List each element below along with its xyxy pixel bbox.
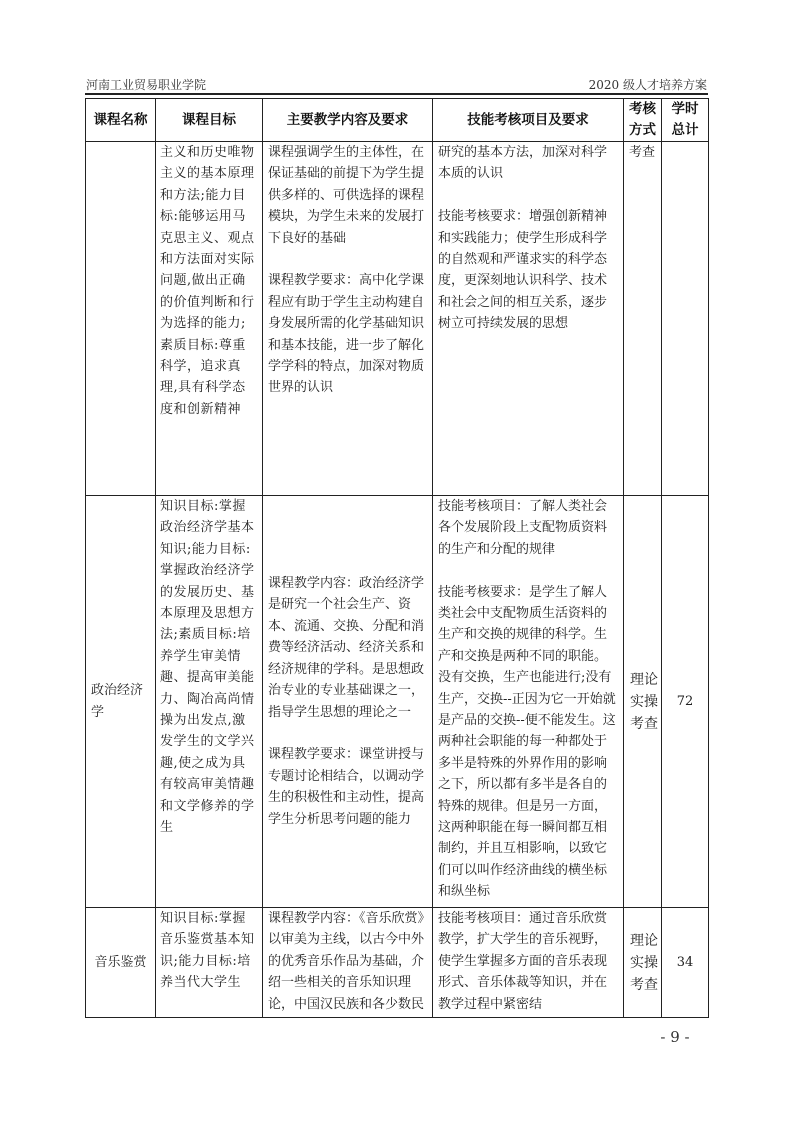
teaching-content-p2: 课程教学要求：课堂讲授与专题讨论相结合，以调动学生的积极性和主动性，提高学生分析思考问题的能力 <box>268 747 425 827</box>
teaching-content-p1: 课程教学内容：《音乐欣赏》以审美为主线，以古今中外的优秀音乐作品为基础，介绍一些相关的音乐知识理论，中国汉民族和各少数民 <box>268 911 425 1012</box>
course-name: 音乐鉴赏 <box>94 954 147 970</box>
course-goals-cell <box>156 142 263 496</box>
hours-header-line2: 总计 <box>671 122 699 138</box>
assessment-cell <box>624 496 662 908</box>
course-goals-cell <box>156 496 263 908</box>
teaching-content-cell <box>263 496 433 908</box>
course-goals-cell <box>156 908 263 1018</box>
column-header-total-hours <box>662 99 709 142</box>
skills-p2: 技能考核要求：是学生了解人类社会中支配物质生活资料的生产和交换的规律的科学。生产和交换是两种不同的职能。没有交换，生产也能进行;没有生产，交换--正因为它一开始就是产品的交换--便不能发生。这两种社会职能的每一种都处于多半是特殊的外界作用的影响之下，所以都有多半是各自的特殊的规律。但是另一方面，这两种职能在每一瞬间都互相制约，并且互相影响，以致它们可以叫作经济曲线的横坐标和纵坐标 <box>438 584 616 900</box>
column-header-assessment-method <box>624 99 662 142</box>
skills-cell <box>433 908 624 1018</box>
teaching-content-p2: 课程教学要求：高中化学课程应有助于学生主动构建自身发展所需的化学基础知识和基本技能，进一步了解化学学科的特点，加深对物质世界的认识 <box>268 273 425 396</box>
skills-cell <box>433 496 624 908</box>
teaching-content-cell <box>263 908 433 1018</box>
hours-cell <box>662 908 709 1018</box>
skills-p1: 研究的基本方法，加深对科学本质的认识 <box>438 145 608 182</box>
course-goals: 知识目标:掌握政治经济学基本知识;能力目标:掌握政治经济学的发展历史、基本原理及思想方法;素质目标:培养学生审美情趣、提高审美能力、陶冶高尚情操为出发点,激发学生的文学兴趣,使之成为具有较高审美情趣和文学修养的学生 <box>160 499 255 836</box>
page-number: - 9 - <box>660 1028 690 1046</box>
table-header-row <box>86 99 709 142</box>
header-rule <box>85 93 708 95</box>
assessment-cell <box>624 142 662 496</box>
assessment-method: 理论实操考查 <box>630 932 658 993</box>
assessment-header-line2: 方式 <box>629 122 656 138</box>
course-name-cell <box>86 496 156 908</box>
header-document-title: 2020 级人才培养方案 <box>588 78 707 92</box>
course-name-cell <box>86 142 156 496</box>
skills-p2: 技能考核要求：增强创新精神和实践能力；使学生形成科学的自然观和严谨求实的科学态度，更深刻地认识科学、技术和社会之间的相互关系，逐步树立可持续发展的思想 <box>438 209 608 332</box>
column-header-skills-assessment: 技能考核项目及要求 <box>433 99 624 142</box>
hours-cell <box>662 142 709 496</box>
assessment-method: 考查 <box>629 145 656 160</box>
header-institution: 河南工业贸易职业学院 <box>86 78 207 92</box>
curriculum-table <box>85 98 709 1018</box>
teaching-content-p1: 课程强调学生的主体性，在保证基础的前提下为学生提供多样的、可供选择的课程模块，为学生未来的发展打下良好的基础 <box>268 145 425 246</box>
column-header-course-goals: 课程目标 <box>156 99 263 142</box>
skills-p1: 技能考核项目：了解人类社会各个发展阶段上支配物质资料的生产和分配的规律 <box>438 499 608 557</box>
table-row <box>86 142 709 496</box>
column-header-course-name: 课程名称 <box>86 99 156 142</box>
table-row <box>86 496 709 908</box>
course-goals: 知识目标:掌握音乐鉴赏基本知识;能力目标:培养当代大学生 <box>160 911 255 991</box>
total-hours: 72 <box>676 693 694 709</box>
teaching-content-p1: 课程教学内容：政治经济学是研究一个社会生产、资本、流通、交换、分配和消费等经济活动、经济关系和经济规律的学科。是思想政治专业的专业基础课之一，指导学生思想的理论之一 <box>268 576 425 720</box>
assessment-header-line1: 考核 <box>629 101 656 117</box>
course-goals: 主义和历史唯物主义的基本原理和方法;能力目标:能够运用马克思主义、观点和方法面对实际问题,做出正确的价值判断和行为选择的能力;素质目标:尊重科学，追求真理,具有科学态度和创新精神 <box>160 145 255 417</box>
skills-cell <box>433 142 624 496</box>
hours-cell <box>662 496 709 908</box>
total-hours: 34 <box>676 954 694 970</box>
course-name: 政治经济学 <box>91 683 144 720</box>
table-row <box>86 908 709 1018</box>
assessment-method: 理论实操考查 <box>630 671 658 732</box>
column-header-teaching-content: 主要教学内容及要求 <box>263 99 433 142</box>
hours-header-line1: 学时 <box>671 101 699 117</box>
assessment-cell <box>624 908 662 1018</box>
course-name-cell <box>86 908 156 1018</box>
skills-p1: 技能考核项目：通过音乐欣赏教学，扩大学生的音乐视野，使学生掌握多方面的音乐表现形式、音乐体裁等知识，并在教学过程中紧密结 <box>438 911 608 1012</box>
teaching-content-cell <box>263 142 433 496</box>
